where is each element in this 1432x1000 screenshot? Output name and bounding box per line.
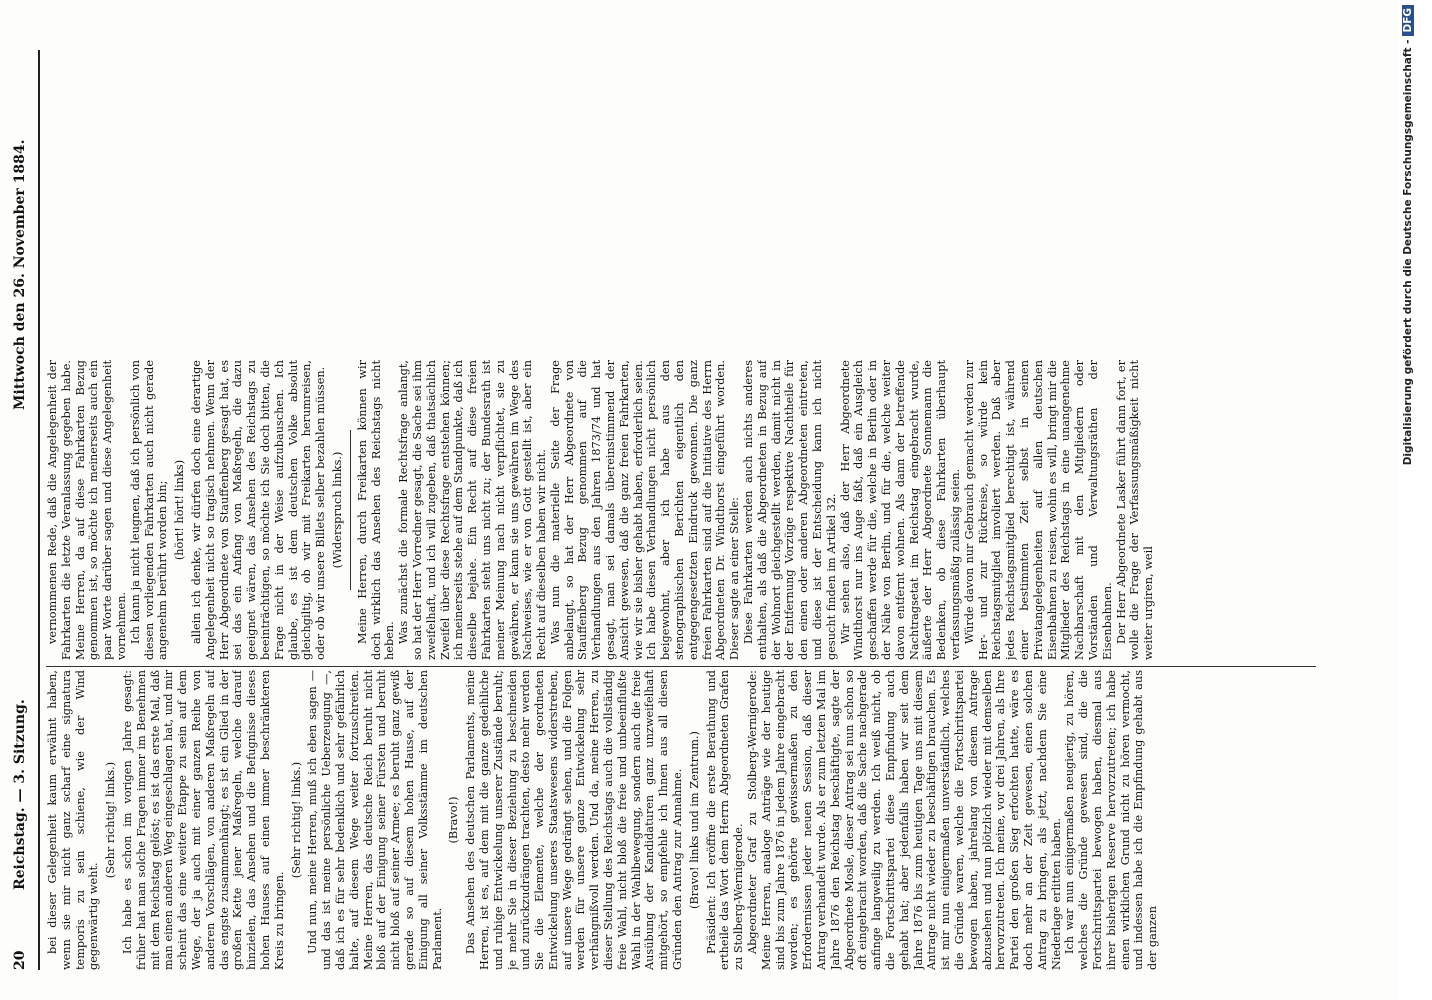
interjection: (Sehr richtig! links.) [104,761,118,879]
text-column-right [46,360,1316,660]
paragraph: Wir sehen also, daß der Herr Abgeordnete Windthorst nur ins Auge faßt, daß ein Ausgleich geschaffen werde für die, welche in Berlin oder in der Nähe von Berlin, und für die, welche weiter davon entfernt wohnen. Als dann der betreffende Nachtragsetat im Reichstag eingebracht wurde, äußerte der Herr Abgeordnete Sonnemann die Bedenken, ob diese Fahrkarten überhaupt verfassungsmäßig zulässig seien. [838,360,962,660]
digitization-stamp [1398,0,1432,1000]
paragraph: Ich habe es schon im vorigen Jahre gesagt: früher hat man solche Fragen immer im Benehmen mit dem Reichstag gelöst; es ist das erste Mal, daß man einen anderen Weg eingeschlagen hat, und mir scheint das eine weitere Etappe zu sein auf dem Wege, der ja auch mit einer ganzen Reihe von anderen Vorschlägen, von anderen Maßregeln auf das engste zusammenhängt; es ist ein Glied in der großen Kette jener Maßregeln, welche darauf hinzielen, das Ansehen und die Befugnisse dieses hohen Hauses auf einen immer beschränkteren Kreis zu bringen. [120,670,286,970]
paragraph: Würde davon nur Gebrauch gemacht werden zur Her- und zur Rückreise, so würde kein Reichstagsmitglied imvoliert werden. Daß aber jedes Reichstagsmitglied berechtigt ist, während einer bestimmten Zeit selbst in seinen Privatangelegenheiten auf allen deutschen Eisenbahnen zu reisen, wohin es will, bringt mir die Mitglieder des Reichstags in eine unangenehme Nachbarschaft mit den Mitgliedern oder Vorständen und Verwaltungsräthen der Eisenbahnen. [962,360,1114,660]
running-head: Reichstag. — 3. Sitzung. [12,699,28,890]
paragraph: Ich war nun einigermaßen neugierig, zu hören, welches die Gründe gewesen sind, die die Fortschrittspartei bewogen haben, diesmal aus ihrer bisherigen Reserve hervorzutreten; ich habe einen wirklichen Grund nicht zu hören vermocht, und indessen habe ich die Empfindung gehabt aus der ganzen [1063,670,1160,970]
paragraph: Was zunächst die formale Rechtsfrage anlangt, so hat der Herr Vorredner gesagt, die Sache sei ihm zweifelhaft, und ich will zugeben, daß thatsächlich Zweifel über diese Rechtsfrage entstehen können; ich meinerseits stehe auf dem Standpunkte, daß ich dieselbe bejahe. Ein Recht auf diese freien Fahrkarten steht uns nicht zu; der Bundesrath ist meiner Meinung nach nicht verpflichtet, sie zu gewähren, er kann sie uns gewähren im Wege des Nachweises, wie er von Gott gestellt ist, aber ein Recht auf dieselben haben wir nicht. [397,360,549,660]
interjection: (Bravo!) [447,796,461,844]
page-number: 20 [12,950,28,970]
header-rule [38,50,40,970]
paragraph: allein ich denke, wir dürfen doch eine derartige Angelegenheit nicht so tragisch nehmen. Wenn der Herr Abgeordnete von Stauffenberg gesagt hat, es sei das ein Anfang von Maßregeln, die dazu geeignet wären, das Ansehen des Reichstags zu beeinträchtigen, so möchte ich Sie doch bitten, die Frage nicht in der Weise aufzubauschen. Ich glaube, es ist dem deutschen Volke absolut gleichgiltig, ob wir mit Freikarten herumreisen, oder ob wir unsere Billets selber bezahlen müssen. [189,360,328,660]
paragraph: Was nun die materielle Seite der Frage anbelangt, so hat der Herr Abgeordnete von Stauffenberg Bezug genommen auf die Verhandlungen aus den Jahren 1873/74 und hat gesagt, man sei damals übereinstimmend der Ansicht gewesen, daß die ganz freien Fahrkarten, wie wir sie bisher gehabt haben, erforderlich seien. Ich habe diesen Verhandlungen nicht persönlich beigewohnt, aber ich habe aus den stenographischen Berichten eigentlich den entgegengesetzten Eindruck gewonnen. Die ganz freien Fahrkarten sind auf die Initiative des Herrn Abgeordneten Dr. Windthorst eingeführt worden. Dieser sagte an einer Stelle: [548,360,742,660]
interjection: (Bravo! links und im Zentrum.) [687,731,701,909]
column-separator [46,666,1316,667]
paragraph: Ich kann ja nicht leugnen, daß ich persönlich von diesen vorliegenden Fahrkarten auch nicht gerade angenehm berührt worden bin; [128,360,170,660]
paragraph: bei dieser Gelegenheit kaum erwähnt haben, wenn sie mir nicht ganz scharf eine signatura temporis zu sein schiene, wie der Wind gegenwärtig weht. [46,670,101,970]
paragraph: vernommenen Rede, daß die Angelegenheit der Fahrkarten die letzte Veranlassung gegeben habe. Meine Herren, da auf diese Fahrkarten Bezug genommen ist, so möchte ich meinerseits auch ein paar Worte darüber sagen und diese Angelegenheit vornehmen. [46,360,128,660]
paragraph: Meine Herren, durch Freikarten können wir doch wirklich das Ansehen des Reichstags nicht heben. [355,360,397,660]
paragraph: Der Herr Abgeordnete Lasker führt dann fort, er wolle die Frage der Verfassungsmäßigkeit nicht weiter urgiren, weil [1114,360,1156,660]
interjection: (Sehr richtig! links.) [289,761,303,879]
paragraph: Das Ansehen des deutschen Parlaments, meine Herren, ist es, auf dem mit die ganze gedeihliche und ruhige Entwickelung unserer Zustände beruht; je mehr Sie in dieser Beziehung zu beschneiden und zurückzudrängen trachten, desto mehr werden Sie die Elemente, welche der geordneten Entwickelung unseres Staatswesens widerstreben, auf unsere Wege gedrängt sehen, und die Folgen werden für unsere ganze Entwickelung sehr verhängnißvoll werden. Und da, meine Herren, zu dieser Stellung des Reichstags auch die vollständig freie Wahl, nicht bloß die freie und unbeeinflußte Wahl in der Wahlbewegung, sondern auch die freie Ausübung der Kandidaturen ganz unzweifelhaft mitgehört, so empfehle ich Ihnen aus all diesen Gründen den Antrag zur Annahme. [464,670,685,970]
stamp-text-wrap [1402,5,1432,995]
dfg-logo: DFG [1402,5,1414,36]
interjection: (Widerspruch links.) [330,451,344,569]
text-column-left [46,670,1316,970]
paragraph: Abgeordneter Graf zu Stolberg-Wernigerode: Meine Herren, analoge Anträge wie der heutige sind bis zum Jahre 1876 in jedem Jahre eingebracht worden; es gehörte gewissermaßen zu den Erfordernissen jeder neuen Session, daß dieser Antrag verhandelt wurde. Als er zum letzten Mal im Jahre 1876 den Reichstag beschäftigte, sagte der Abgeordnete Mosle, dieser Antrag sei nun schon so oft eingebracht worden, daß die Sache nachgerade anfinge langweilig zu werden. Ich weiß nicht, ob die Fortschrittspartei diese Empfindung auch gehabt hat; aber jedenfalls haben wir seit dem Jahre 1876 bis zum heutigen Tage uns mit diesem Antrage nicht wieder zu beschäftigen brauchen. Es ist mir nun einigermaßen unverständlich, welches die Gründe waren, welche die Fortschrittspartei bewogen haben, jahrelang von diesem Antrage abzusehen und nun plötzlich wieder mit demselben hervorzutreten. Ich meine, vor drei Jahren, als Ihre Partei den großen Sieg erfochten hatte, wäre es doch mehr an der Zeit gewesen, einen solchen Antrag zu bringen, als jetzt, nachdem Sie eine Niederlage erlitten haben. [746,670,1063,970]
interjection: (hört! hört! links) [173,459,187,561]
paragraph: Und nun, meine Herren, muß ich eben sagen — und das ist meine persönliche Ueberzeugung —, daß ich es für sehr bedenklich und sehr gefährlich halte, auf diesem Wege weiter fortzuschreiten. Meine Herren, das deutsche Reich beruht nicht bloß auf der Einigung seiner Fürsten und beruht nicht bloß auf seiner Armee; es beruht ganz gewiß gerade so auf diesem hohen Hause, auf der Einigung all seiner Volksstämme im deutschen Parlament. [306,670,444,970]
stamp-text: Digitalisierung gefördert durch die Deutsche Forschungsgemeinschaft - [1402,39,1414,466]
paragraph: Diese Fahrkarten werden auch nichts anderes enthalten, als daß die Abgeordneten in Bezug auf der Wohnort gleichgestellt werden, damit nicht in der Entfernung Vorzüge respektive Nachtheile für den einen oder anderen Abgeordneten eintreten, und diese ist der Entscheidung kann ich nicht gesucht finden im Artikel 32. [742,360,838,660]
paragraph: Präsident: Ich eröffne die erste Berathung und ertheile das Wort dem Herrn Abgeordneten Grafen zu Stolberg-Wernigerode. [704,670,746,970]
page-header [12,50,38,970]
session-date: Mittwoch den 26. November 1884. [12,139,28,410]
section-divider [350,430,351,590]
